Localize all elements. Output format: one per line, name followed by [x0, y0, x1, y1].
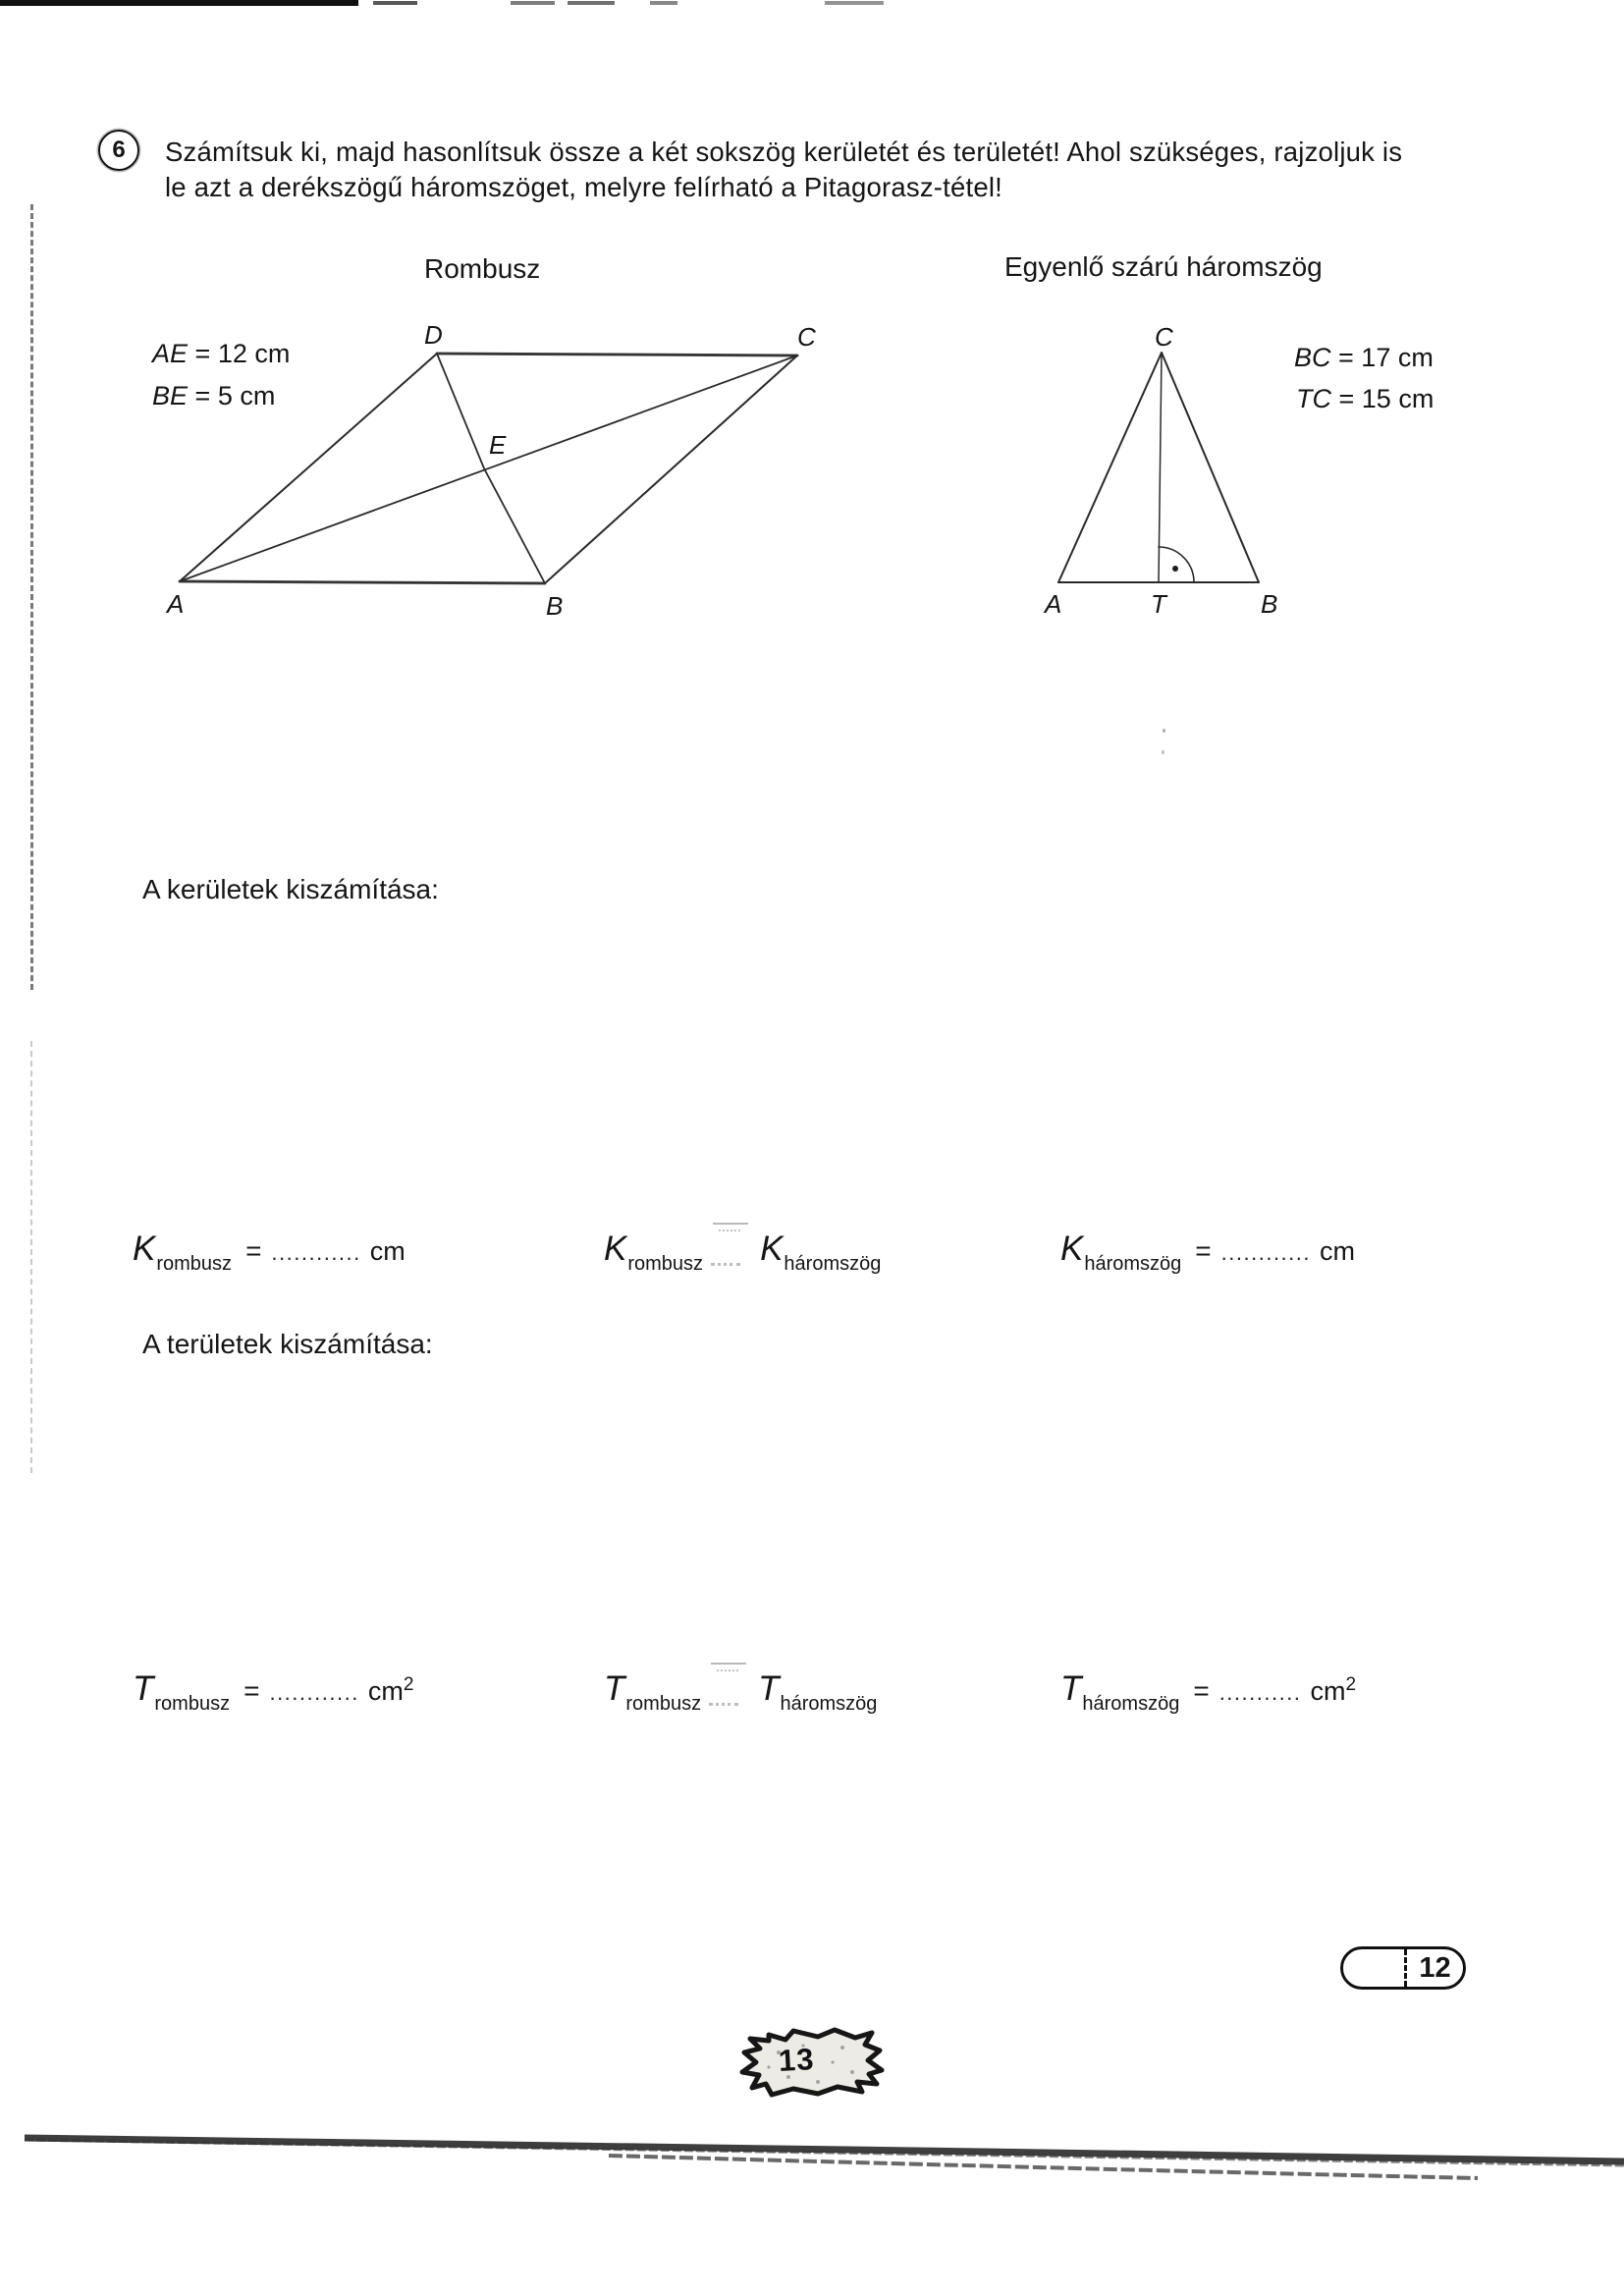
triangle-figure — [1021, 324, 1316, 609]
right-angle-dot — [1172, 566, 1178, 572]
rhombus-vertex-B-label: B — [546, 591, 564, 621]
perimeter-formula-rhombus — [133, 1230, 406, 1275]
rhombus-given-2-val: = 5 cm — [194, 381, 276, 410]
equals-sign: = — [1195, 1235, 1212, 1266]
formula-subscript: rombusz — [154, 1693, 231, 1715]
rhombus-vertex-D-label: D — [424, 320, 443, 350]
equals-sign: = — [1193, 1675, 1210, 1706]
formula-subscript: háromszög — [780, 1693, 878, 1715]
rhombus-given-2-var: BE — [152, 381, 189, 410]
scan-artifact-top-dash — [825, 1, 884, 5]
perimeter-formula-triangle — [1060, 1230, 1356, 1275]
triangle-given-1-var: BC — [1294, 343, 1331, 372]
triangle-side-AC — [1058, 353, 1162, 582]
formula-subscript: háromszög — [784, 1253, 882, 1275]
right-angle-arc — [1159, 547, 1194, 582]
area-heading: A területek kiszámítása: — [142, 1329, 433, 1359]
triangle-vertex-A-label: A — [1045, 589, 1062, 619]
formula-symbol: T — [133, 1669, 154, 1708]
unit-label: cm — [369, 1236, 406, 1266]
score-box — [1340, 1946, 1466, 1990]
rhombus-given-1-var: AE — [152, 339, 189, 368]
task-number-badge — [98, 130, 139, 171]
scan-artifact-top — [0, 0, 358, 6]
answer-blank: ........... — [1218, 1680, 1302, 1705]
unit-label: $cm^2$ — [1310, 1674, 1357, 1706]
area-formula-triangle — [1060, 1669, 1357, 1715]
perimeter-heading: A kerületek kiszámítása: — [142, 874, 439, 904]
perimeter-comparison — [604, 1230, 882, 1275]
unit-label: $cm^2$ — [367, 1674, 414, 1706]
triangle-given-2 — [1296, 384, 1434, 414]
scan-speck — [1163, 729, 1165, 733]
triangle-given-1-val: = 17 cm — [1338, 343, 1434, 372]
rhombus-title: Rombusz — [424, 253, 541, 284]
scan-artifact-top-dash — [650, 1, 677, 5]
triangle-title: Egyenlő szárú háromszög — [1004, 251, 1323, 282]
formula-subscript: rombusz — [627, 1253, 704, 1275]
formula-symbol: T — [758, 1669, 780, 1708]
score-box-empty-cell — [1343, 1949, 1407, 1987]
formula-symbol: T — [604, 1669, 625, 1708]
formula-symbol: K — [133, 1230, 156, 1268]
area-formula-rhombus — [133, 1669, 414, 1715]
rhombus-point-E-label: E — [489, 430, 507, 460]
task-text-line1: Számítsuk ki, majd hasonlítsuk össze a két sokszög kerületét és területét! Ahol szükséges, rajzoljuk is — [165, 137, 1403, 167]
formula-symbol: T — [1060, 1669, 1082, 1708]
scan-artifact-top-dash — [568, 1, 615, 5]
formula-symbol: K — [1060, 1230, 1084, 1268]
scan-artifact-left-margin — [30, 204, 33, 990]
equals-sign: = — [245, 1235, 262, 1266]
rhombus-diagonal-AC — [180, 355, 797, 581]
rhombus-side-CB — [545, 355, 797, 583]
rhombus-side-DA — [180, 354, 437, 581]
scan-speck — [1162, 750, 1164, 754]
formula-symbol: K — [760, 1230, 784, 1268]
formula-subscript: rombusz — [625, 1693, 702, 1715]
triangle-vertex-B-label: B — [1261, 589, 1278, 619]
rhombus-figure — [137, 312, 825, 607]
triangle-given-2-var: TC — [1296, 384, 1331, 413]
scan-artifact-bottom — [0, 2116, 1624, 2195]
rhombus-given-1-val: = 12 cm — [194, 339, 291, 368]
triangle-altitude-CT — [1159, 353, 1162, 582]
rhombus-vertex-A-label: A — [167, 589, 185, 619]
scan-artifact-top-dash — [511, 1, 555, 5]
triangle-given-2-val: = 15 cm — [1338, 384, 1435, 413]
formula-subscript: háromszög — [1084, 1253, 1182, 1275]
scan-artifact-top-dash — [373, 1, 417, 5]
comparison-blank — [707, 1674, 752, 1704]
rhombus-vertex-C-label: C — [797, 322, 816, 352]
answer-blank: ............ — [269, 1680, 359, 1705]
unit-label: cm — [1320, 1236, 1356, 1266]
formula-subscript: rombusz — [156, 1253, 233, 1275]
answer-blank: ............ — [1220, 1240, 1312, 1265]
formula-symbol: K — [604, 1230, 627, 1268]
task-text-line2: le azt a derékszögű háromszöget, melyre felírható a Pitagorasz-tétel! — [165, 172, 1002, 202]
triangle-point-T-label: T — [1151, 589, 1166, 619]
answer-blank: ............ — [271, 1240, 361, 1265]
triangle-vertex-C-label: C — [1155, 322, 1173, 352]
score-value: 12 — [1419, 1951, 1451, 1984]
comparison-blank — [709, 1234, 754, 1264]
page-number: 13 — [778, 2042, 816, 2078]
area-comparison — [604, 1669, 878, 1715]
scan-artifact-left-margin — [30, 1041, 32, 1473]
equals-sign: = — [244, 1675, 260, 1706]
task-number: 6 — [112, 137, 126, 163]
triangle-side-BC — [1162, 353, 1259, 582]
formula-subscript: háromszög — [1082, 1693, 1180, 1715]
